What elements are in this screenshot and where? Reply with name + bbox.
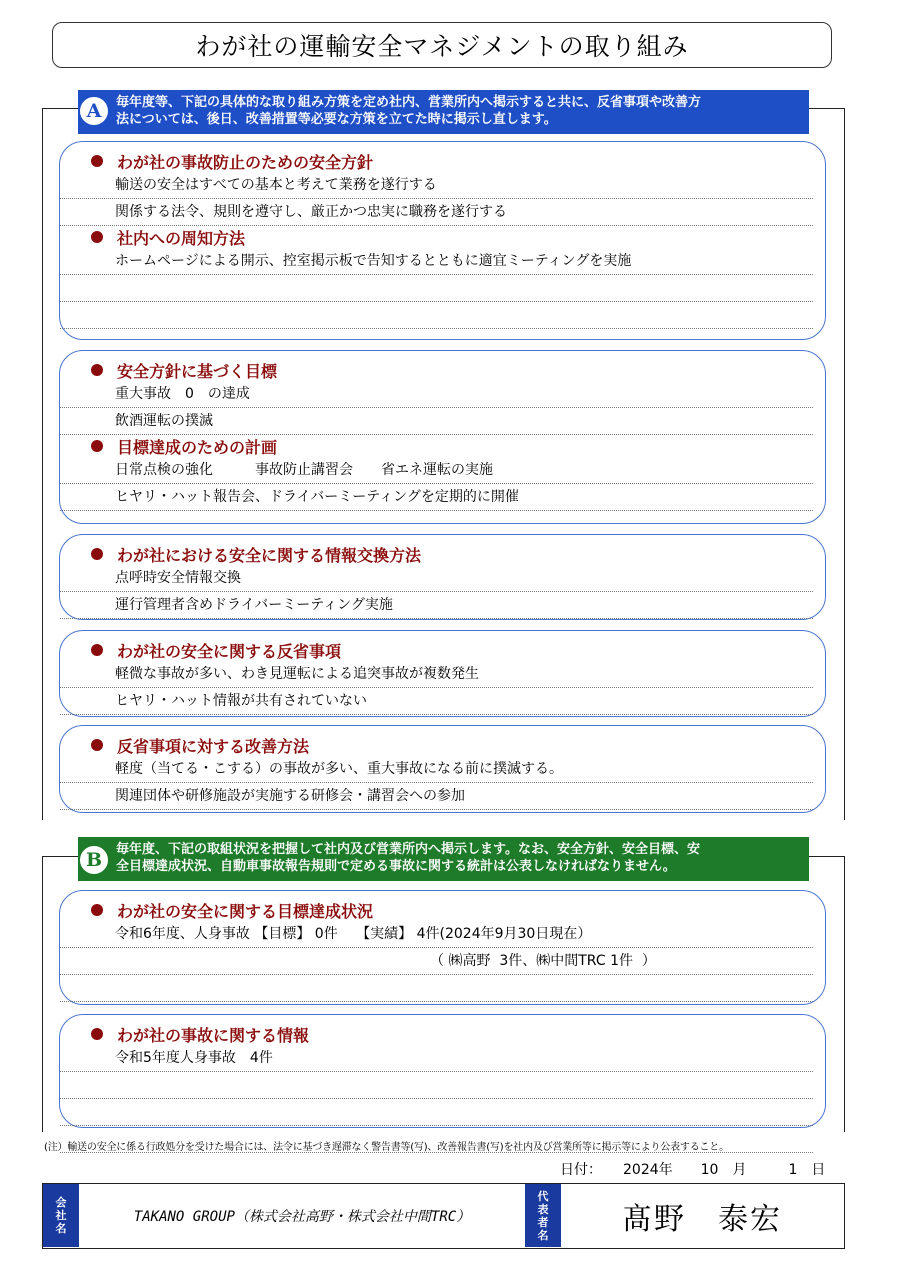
bullet-icon <box>91 231 103 243</box>
content-card <box>59 350 826 524</box>
section-heading <box>60 899 825 921</box>
section-heading <box>60 543 825 565</box>
content-line <box>60 275 813 302</box>
bullet-icon <box>91 364 103 376</box>
bullet-icon <box>91 548 103 560</box>
section-heading <box>60 435 825 457</box>
bullet-icon <box>91 644 103 656</box>
section-heading <box>60 359 825 381</box>
content-card <box>59 725 826 813</box>
date-line: 日付： 2024年 10 月 1 日 <box>560 1162 826 1178</box>
content-line: 運行管理者含めドライバーミーティング実施 <box>60 592 813 619</box>
content-line: ヒヤリ・ハット報告会、ドライバーミーティングを定期的に開催 <box>60 484 813 511</box>
section-heading-text: わが社の事故防止のための安全方針 <box>117 152 374 172</box>
content-line: 点呼時安全情報交換 <box>60 565 813 592</box>
section-heading-text: 安全方針に基づく目標 <box>117 361 278 381</box>
section-heading <box>60 150 825 172</box>
content-line: 輸送の安全はすべての基本と考えて業務を遂行する <box>60 172 813 199</box>
signature-footer <box>42 1183 845 1249</box>
company-name: TAKANO GROUP（株式会社高野・株式会社中間TRC） <box>133 1208 471 1225</box>
representative-name: 髙野 泰宏 <box>622 1201 782 1237</box>
section-b-banner-line2: 全目標達成状況、自動車事故報告規則で定める事故に関する統計は公表しなければなりません。 <box>116 859 676 874</box>
section-b-banner <box>78 837 809 881</box>
content-line <box>60 975 813 1002</box>
content-line <box>60 1072 813 1099</box>
bullet-icon <box>91 739 103 751</box>
content-line: 重大事故 0 の達成 <box>60 381 813 408</box>
section-heading-text: 社内への周知方法 <box>117 228 246 248</box>
content-line: 関係する法令、規則を遵守し、厳正かつ忠実に職務を遂行する <box>60 199 813 226</box>
bullet-icon <box>91 1028 103 1040</box>
content-line: 令和5年度人身事故 4件 <box>60 1045 813 1072</box>
content-line <box>60 1099 813 1126</box>
bullet-icon <box>91 440 103 452</box>
content-card <box>59 890 826 1005</box>
content-card <box>59 141 826 340</box>
section-a-banner <box>78 90 809 134</box>
content-line <box>60 302 813 329</box>
content-line: 日常点検の強化 事故防止講習会 省エネ運転の実施 <box>60 457 813 484</box>
section-heading <box>60 734 825 756</box>
content-line: 軽微な事故が多い、わき見運転による追突事故が複数発生 <box>60 661 813 688</box>
section-heading <box>60 226 825 248</box>
section-heading <box>60 1023 825 1045</box>
section-heading-text: わが社の安全に関する反省事項 <box>117 641 342 661</box>
section-heading-text: わが社の事故に関する情報 <box>117 1025 310 1045</box>
content-line: 飲酒運転の撲滅 <box>60 408 813 435</box>
content-card <box>59 630 826 717</box>
bullet-icon <box>91 904 103 916</box>
page-title: わが社の運輸安全マネジメントの取り組み <box>52 22 832 68</box>
content-line: 令和6年度、人身事故 【目標】 0件 【実績】 4件(2024年9月30日現在） <box>60 921 813 948</box>
section-b-letter: B <box>80 846 108 874</box>
section-heading-text: 反省事項に対する改善方法 <box>117 736 310 756</box>
legal-note: (注）輸送の安全に係る行政処分を受けた場合には、法令に基づき遅滞なく警告書等(写)、改善報告書(写)を社内及び営業所等に掲示等により公表すること。 <box>44 1142 729 1153</box>
bullet-icon <box>91 155 103 167</box>
section-heading-text: 目標達成のための計画 <box>117 437 278 457</box>
section-heading-text: わが社の安全に関する目標達成状況 <box>117 901 374 921</box>
content-line: ホームページによる開示、控室掲示板で告知するとともに適宜ミーティングを実施 <box>60 248 813 275</box>
section-heading <box>60 639 825 661</box>
section-b-banner-line1: 毎年度、下記の取組状況を把握して社内及び営業所内へ掲示します。なお、安全方針、安全目標、安 <box>116 842 700 857</box>
content-line: （ ㈱高野 3件、㈱中間TRC 1件 ） <box>60 948 813 975</box>
content-line: ヒヤリ・ハット情報が共有されていない <box>60 688 813 715</box>
content-line: 軽度（当てる・こする）の事故が多い、重大事故になる前に撲滅する。 <box>60 756 813 783</box>
section-a-banner-line1: 毎年度等、下記の具体的な取り組み方策を定め社内、営業所内へ掲示すると共に、反省事項や改善方 <box>116 95 702 110</box>
section-heading-text: わが社における安全に関する情報交換方法 <box>117 545 422 565</box>
section-a-letter: A <box>80 97 108 125</box>
content-line: 関連団体や研修施設が実施する研修会・講習会への参加 <box>60 783 813 810</box>
section-a-banner-line2: 法については、後日、改善措置等必要な方策を立てた時に掲示し直します。 <box>116 112 557 127</box>
representative-label: 代 表 者 名 <box>525 1184 561 1247</box>
company-label: 会 社 名 <box>43 1184 79 1247</box>
content-card <box>59 1014 826 1128</box>
content-card <box>59 534 826 620</box>
